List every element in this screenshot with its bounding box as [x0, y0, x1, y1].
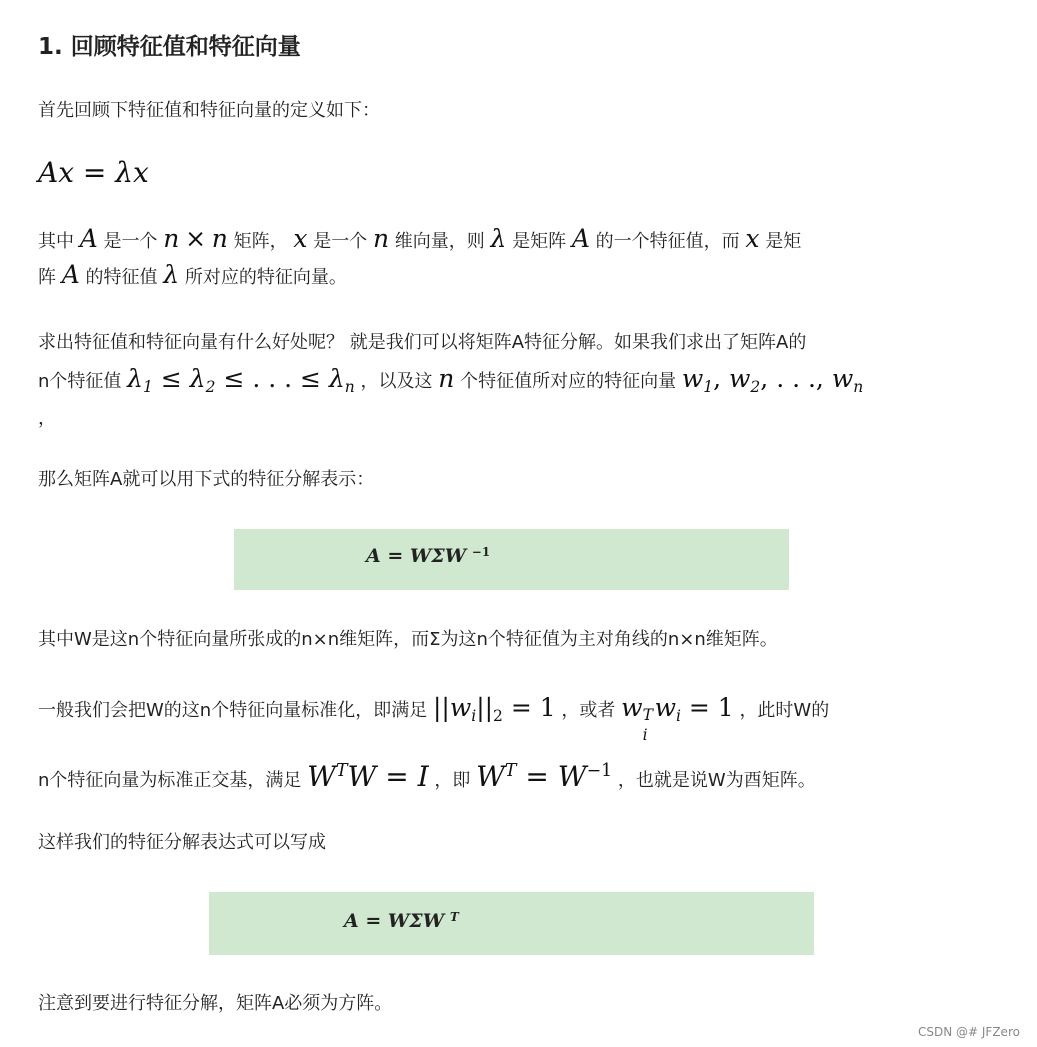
math-orthogonality: $W^TW = I$ — [307, 760, 429, 793]
formula-box-transpose — [209, 892, 814, 955]
text-span: 维向量，则 — [394, 231, 485, 252]
intro-paragraph: 首先回顾下特征值和特征向量的定义如下： — [38, 100, 380, 121]
math-A: A — [61, 260, 80, 289]
math-lambda: λ — [490, 224, 507, 253]
benefit-line-2 — [38, 366, 863, 395]
formula-inverse — [366, 545, 490, 567]
text-span: 矩阵， — [233, 231, 288, 252]
normalization-line — [38, 693, 830, 744]
text-span: ，也就是说W为酉矩阵。 — [617, 770, 816, 791]
decomposition-intro: 那么矩阵A就可以用下式的特征分解表示： — [38, 469, 375, 490]
text-span: 的特征值 — [85, 267, 158, 288]
math-A: A — [571, 224, 590, 253]
text-span: 是矩阵 — [512, 231, 567, 252]
rewrite-intro: 这样我们的特征分解表达式可以写成 — [38, 832, 326, 853]
formula-rhs: WΣW — [409, 545, 467, 567]
square-matrix-note: 注意到要进行特征分解，矩阵A必须为方阵。 — [38, 993, 393, 1014]
equation-rhs: λx — [115, 156, 149, 189]
text-span: n个特征向量为标准正交基，满足 — [38, 770, 302, 791]
math-n: n — [372, 224, 390, 253]
text-span: ，以及这 — [360, 371, 433, 392]
section-heading: 1. 回顾特征值和特征向量 — [38, 34, 301, 60]
equation-lhs: Ax — [38, 156, 75, 189]
csdn-watermark: CSDN @# JFZero — [918, 1025, 1020, 1039]
formula-transpose — [344, 910, 459, 932]
text-span: 的一个特征值，而 — [595, 231, 740, 252]
math-times: × — [185, 224, 207, 253]
math-inverse-transpose: $W^T = W^{-1}$ — [476, 760, 613, 793]
text-span: 个特征值所对应的特征向量 — [460, 371, 677, 392]
math-n: n — [438, 364, 455, 393]
text-span: ，或者 — [561, 700, 616, 721]
text-span: 是一个 — [103, 231, 158, 252]
math-lambda: λ — [163, 260, 180, 289]
formula-lhs: A — [366, 545, 381, 567]
math-n: n — [211, 224, 228, 253]
math-inner-product: w T i $w_i = 1$ — [621, 693, 734, 744]
text-span: n个特征值 — [38, 371, 122, 392]
math-norm-condition: $||w_i||_2 = 1$ — [432, 693, 556, 726]
text-span: ，即 — [434, 770, 471, 791]
definition-line-1 — [38, 226, 801, 255]
math-x: x — [293, 224, 308, 253]
math-A: A — [79, 224, 98, 253]
formula-superscript: −1 — [472, 544, 491, 559]
text-span: ，此时W的 — [739, 700, 830, 721]
text-span: 其中 — [38, 231, 74, 252]
math-x: x — [745, 224, 760, 253]
formula-superscript: T — [450, 909, 459, 924]
benefit-line-1: 求出特征值和特征向量有什么好处呢？ 就是我们可以将矩阵A特征分解。如果我们求出了矩阵A的 — [38, 332, 807, 353]
equation-equals: = — [82, 156, 107, 189]
formula-box-inverse — [234, 529, 789, 590]
text-span: 是矩 — [765, 231, 802, 252]
orthonormal-line — [38, 760, 816, 794]
formula-lhs: A — [344, 910, 359, 932]
math-eigenvector-sequence: $w_1$, $w_2$, . . ., $w_n$ — [681, 364, 864, 397]
text-span: 阵 — [38, 267, 56, 288]
math-eigenvalue-sequence: $\lambda_1 \le \lambda_2$ ≤ . . . ≤ $\lambda_n$ — [127, 364, 355, 397]
benefit-line-3: ， — [38, 408, 56, 429]
math-n: n — [163, 224, 180, 253]
matrix-description: 其中W是这n个特征向量所张成的n×n维矩阵，而Σ为这n个特征值为主对角线的n×n维矩阵。 — [38, 629, 778, 650]
formula-rhs: WΣW — [387, 910, 445, 932]
text-span: 所对应的特征向量。 — [184, 267, 347, 288]
formula-equals: = — [365, 910, 382, 932]
formula-equals: = — [387, 545, 404, 567]
text-span: 是一个 — [313, 231, 368, 252]
text-span: 一般我们会把W的这n个特征向量标准化，即满足 — [38, 700, 428, 721]
definition-line-2 — [38, 262, 347, 291]
eigen-equation — [38, 156, 149, 189]
